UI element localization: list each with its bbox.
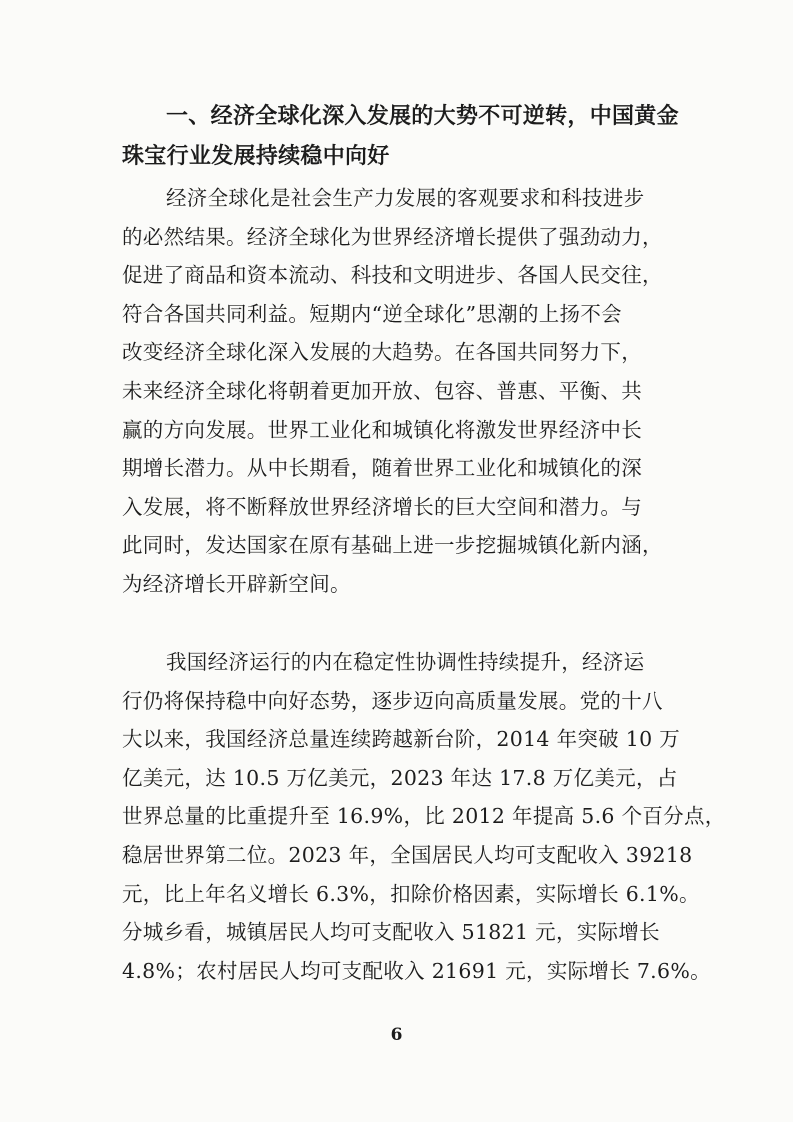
paragraph-line: 元，比上年名义增长 6.3%，扣除价格因素，实际增长 6.1%。 bbox=[122, 881, 700, 906]
paragraph-line: 改变经济全球化深入发展的大趋势。在各国共同努力下， bbox=[122, 340, 642, 365]
paragraph-line: 的必然结果。经济全球化为世界经济增长提供了强劲动力， bbox=[122, 224, 663, 249]
section-heading bbox=[122, 97, 682, 177]
paragraph-line: 符合各国共同利益。短期内“逆全球化”思潮的上扬不会 bbox=[122, 301, 622, 326]
heading-line: 一、经济全球化深入发展的大势不可逆转，中国黄金 bbox=[166, 104, 679, 129]
paragraph-line: 分城乡看，城镇居民人均可支配收入 51821 元，实际增长 bbox=[122, 920, 660, 945]
paragraph-line: 为经济增长开辟新空间。 bbox=[122, 571, 351, 596]
paragraph-line: 4.8%；农村居民人均可支配收入 21691 元，实际增长 7.6%。 bbox=[122, 958, 711, 983]
paragraph-line: 亿美元，达 10.5 万亿美元，2023 年达 17.8 万亿美元，占 bbox=[122, 765, 678, 790]
paragraph-line: 此同时，发达国家在原有基础上进一步挖掘城镇化新内涵， bbox=[122, 533, 663, 558]
paragraph-line: 稳居世界第二位。2023 年，全国居民人均可支配收入 39218 bbox=[122, 842, 693, 867]
paragraph-line: 促进了商品和资本流动、科技和文明进步、各国人民交往， bbox=[122, 263, 663, 288]
paragraph-line: 我国经济运行的内在稳定性协调性持续提升，经济运 bbox=[166, 650, 645, 674]
paragraph-line: 经济全球化是社会生产力发展的客观要求和科技进步 bbox=[166, 186, 645, 210]
heading-line: 珠宝行业发展持续稳中向好 bbox=[122, 144, 390, 169]
page-number: 6 bbox=[390, 1025, 403, 1045]
body-paragraph bbox=[122, 179, 682, 604]
paragraph-line: 期增长潜力。从中长期看，随着世界工业化和城镇化的深 bbox=[122, 456, 642, 481]
paragraph-line: 世界总量的比重提升至 16.9%，比 2012 年提高 5.6 个百分点， bbox=[122, 804, 726, 829]
paragraph-line: 入发展，将不断释放世界经济增长的巨大空间和潜力。与 bbox=[122, 494, 642, 519]
paragraph-line: 行仍将保持稳中向好态势，逐步迈向高质量发展。党的十八 bbox=[122, 688, 663, 713]
body-paragraph bbox=[122, 643, 726, 990]
paragraph-line: 大以来，我国经济总量连续跨越新台阶，2014 年突破 10 万 bbox=[122, 727, 681, 752]
paragraph-line: 未来经济全球化将朝着更加开放、包容、普惠、平衡、共 bbox=[122, 378, 642, 403]
paragraph-line: 赢的方向发展。世界工业化和城镇化将激发世界经济中长 bbox=[122, 417, 642, 442]
